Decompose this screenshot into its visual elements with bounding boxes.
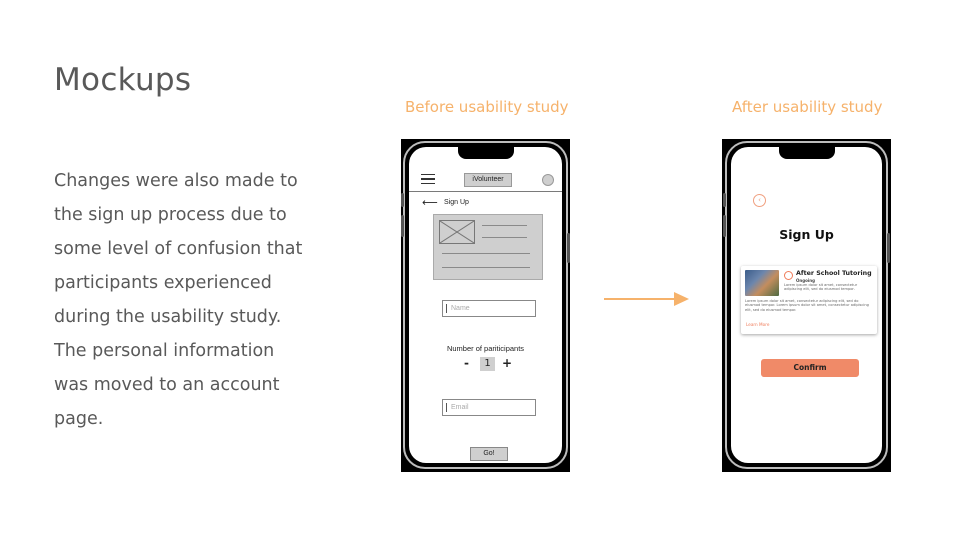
body-line: during the usability study. (54, 307, 282, 327)
participants-label: Number of pariticipants (446, 344, 525, 353)
body-line: the sign up process due to (54, 205, 287, 225)
phone-side-button (401, 215, 404, 237)
right-arrow-icon (604, 290, 690, 308)
body-line: page. (54, 409, 104, 429)
body-paragraph (54, 164, 322, 436)
decrement-button[interactable]: - (464, 356, 469, 370)
event-card[interactable] (741, 266, 877, 334)
event-description: Lorem ipsum dolor sit amet, consectetur adipiscing elit, sed do eiusmod tempor. (784, 283, 858, 292)
back-arrow-icon[interactable]: ⟵ (422, 196, 438, 209)
phone-screen (409, 147, 562, 463)
before-phone-mockup (403, 141, 568, 469)
back-circle-icon[interactable]: ‹ (753, 194, 766, 207)
email-input[interactable]: Email (442, 399, 536, 416)
event-status: Ongoing (796, 278, 815, 283)
slide-title: Mockups (54, 62, 192, 98)
phone-side-button (723, 193, 726, 207)
app-title: iVolunteer (464, 173, 512, 187)
page-title: Sign Up (779, 227, 834, 242)
phone-side-button (401, 193, 404, 207)
text-line-placeholder (482, 237, 527, 238)
text-line-placeholder (442, 267, 530, 268)
body-line: The personal information (54, 341, 275, 361)
phone-screen (731, 147, 882, 463)
learn-more-link[interactable]: Learn More (746, 322, 770, 327)
participants-stepper (464, 357, 514, 371)
text-line-placeholder (442, 253, 530, 254)
body-line: was moved to an account (54, 375, 280, 395)
event-card-placeholder (433, 214, 543, 280)
text-line-placeholder (482, 225, 527, 226)
after-phone-mockup (725, 141, 888, 469)
confirm-button[interactable]: Confirm (761, 359, 859, 377)
image-placeholder-icon (439, 220, 475, 244)
phone-notch (458, 147, 514, 159)
phone-notch (779, 147, 835, 159)
body-line: Changes were also made to (54, 171, 298, 191)
after-caption: After usability study (732, 98, 883, 116)
increment-button[interactable]: + (502, 356, 513, 370)
event-description-more: Lorem ipsum dolor sit amet, consectetur adipiscing elit, sed do eiusmod tempor. Lorem ipsum dolor sit amet, consectetur adipiscing elit, sed do eiusmod tempor. (745, 299, 869, 312)
event-title: After School Tutoring (796, 270, 872, 277)
event-photo (745, 270, 779, 296)
body-line: some level of confusion that (54, 239, 303, 259)
before-caption: Before usability study (405, 98, 569, 116)
body-line: participants experienced (54, 273, 272, 293)
phone-side-button (887, 233, 890, 263)
go-button[interactable]: Go! (470, 447, 508, 461)
stepper-value: 1 (480, 357, 495, 371)
phone-side-button (723, 215, 726, 237)
page-label: Sign Up (444, 199, 469, 206)
event-category-icon (784, 271, 793, 280)
phone-side-button (567, 233, 570, 263)
avatar-icon[interactable] (542, 174, 554, 186)
name-input[interactable]: Name (442, 300, 536, 317)
hamburger-menu-icon[interactable] (421, 174, 435, 184)
